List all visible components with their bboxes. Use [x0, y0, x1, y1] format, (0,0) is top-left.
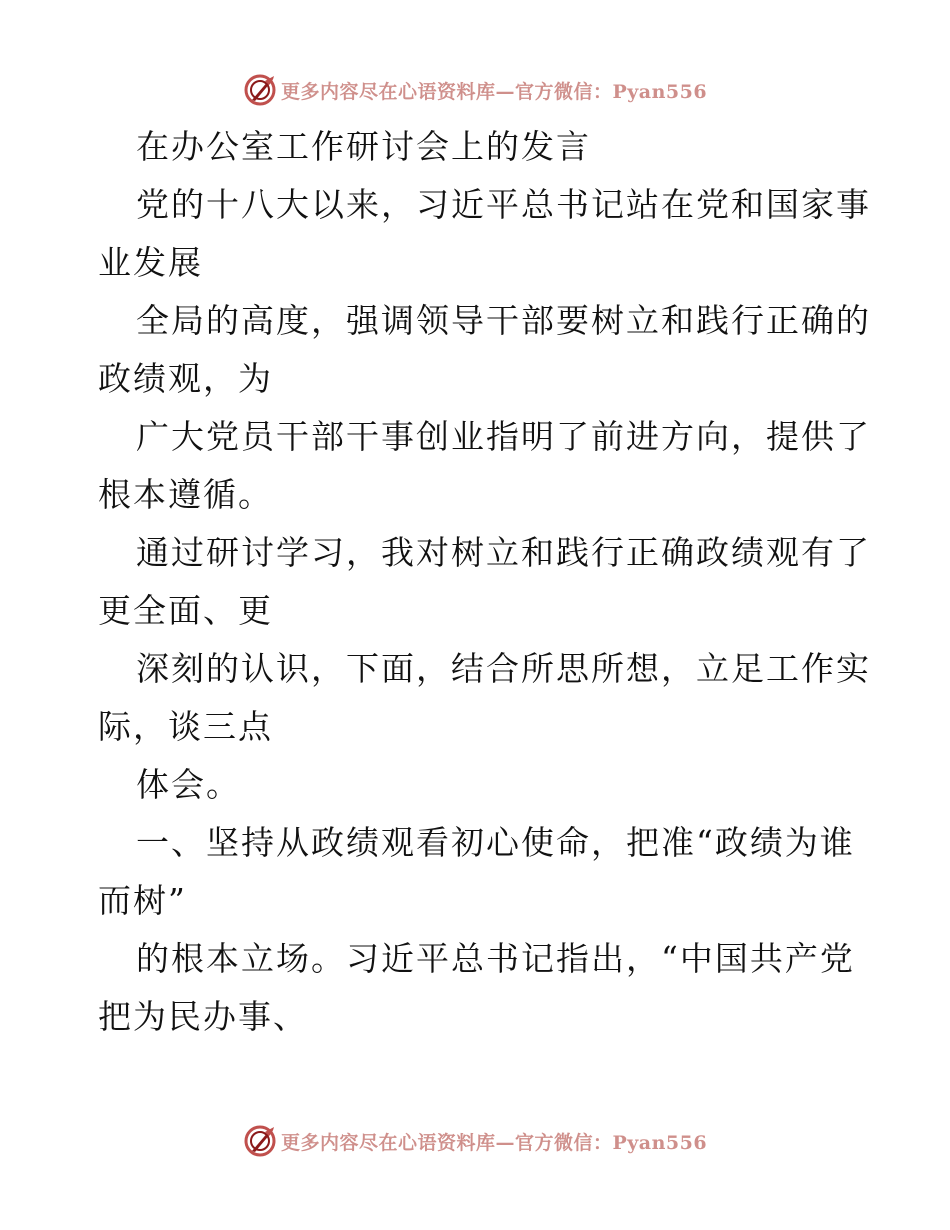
text-line: 而树” — [98, 881, 187, 920]
text-line: 的根本立场。习近平总书记指出，“中国共产党 — [136, 939, 855, 978]
section-heading-line: 一、坚持从政绩观看初心使命，把准“政绩为谁 — [136, 823, 855, 862]
header-watermark-banner — [0, 70, 950, 110]
quill-seal-logo-icon — [243, 1124, 277, 1158]
document-body — [98, 118, 871, 1046]
text-line: 广大党员干部干事创业指明了前进方向，提供了 — [136, 417, 871, 456]
text-line: 全局的高度，强调领导干部要树立和践行正确的 — [136, 301, 871, 340]
text-line: 更全面、更 — [98, 591, 273, 630]
text-line: 通过研讨学习，我对树立和践行正确政绩观有了 — [136, 533, 871, 572]
watermark-text: 更多内容尽在心语资料库—官方微信：Pyan556 — [280, 80, 708, 103]
text-line: 把为民办事、 — [98, 997, 308, 1036]
quill-seal-logo-icon — [243, 73, 277, 107]
text-line: 业发展 — [98, 243, 203, 282]
text-line: 体会。 — [136, 765, 241, 804]
text-line: 际，谈三点 — [98, 707, 273, 746]
text-line: 根本遵循。 — [98, 475, 273, 514]
document-title: 在办公室工作研讨会上的发言 — [136, 127, 591, 166]
text-line: 深刻的认识，下面，结合所思所想，立足工作实 — [136, 649, 871, 688]
text-line: 党的十八大以来，习近平总书记站在党和国家事 — [136, 185, 871, 224]
footer-watermark-banner — [0, 1121, 950, 1161]
watermark-text: 更多内容尽在心语资料库—官方微信：Pyan556 — [280, 1131, 708, 1154]
text-line: 政绩观，为 — [98, 359, 273, 398]
